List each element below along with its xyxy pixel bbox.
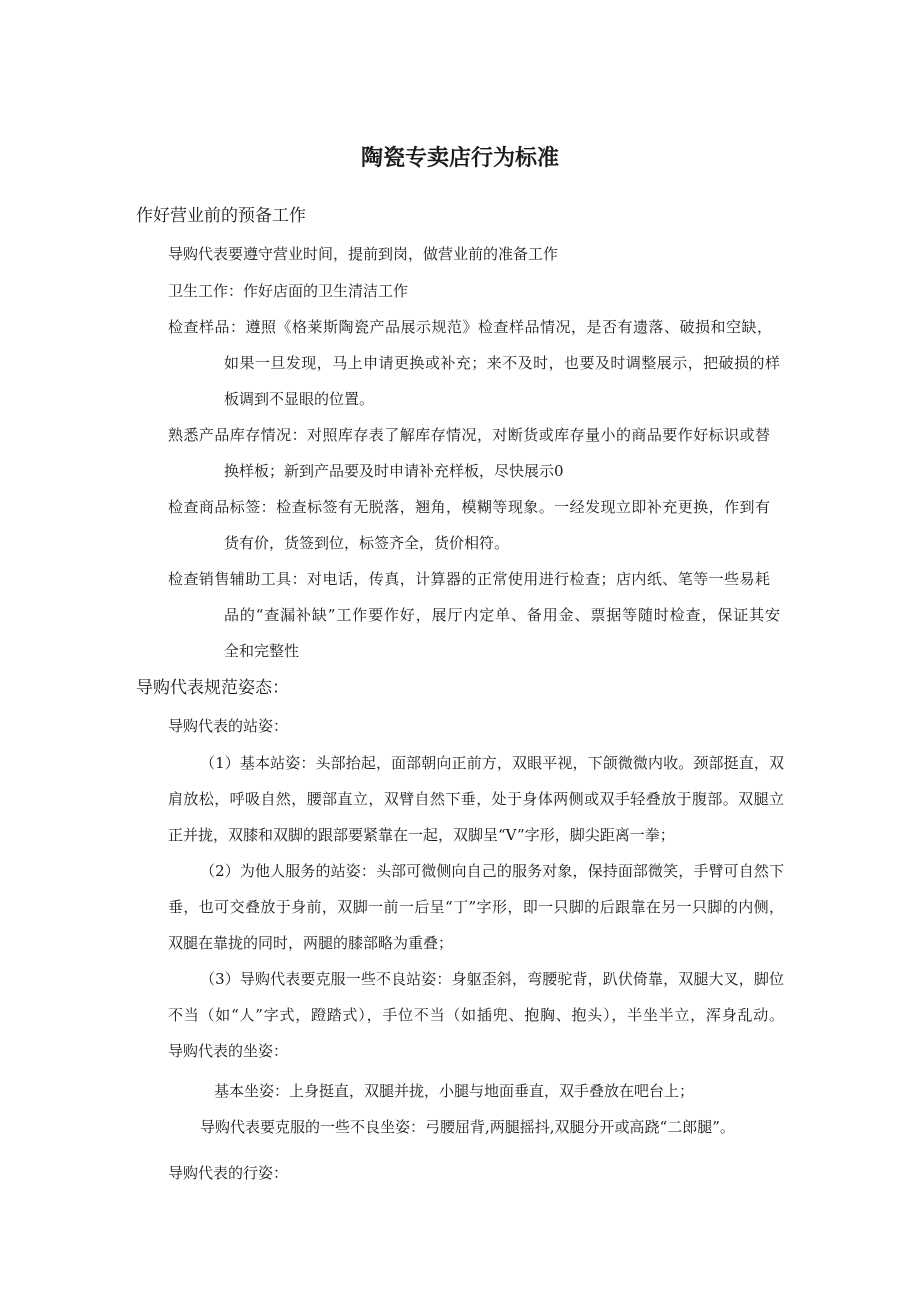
- paragraph-sales-tools-line3: 全和完整性: [224, 642, 300, 660]
- paragraph-labels-line1: 检查商品标签：检查标签有无脱落，翘角，模糊等现象。一经发现立即补充更换，作到有: [168, 498, 770, 516]
- page-title: 陶瓷专卖店行为标准: [360, 146, 559, 171]
- paragraph-check-samples-line2: 如果一旦发现，马上申请更换或补充；来不及时，也要及时调整展示，把破损的样: [224, 354, 780, 372]
- paragraph-labels-line2: 货有价，货签到位，标签齐全，货价相符。: [224, 534, 510, 552]
- paragraph-arrive-early: 导购代表要遵守营业时间，提前到岗，做营业前的准备工作: [168, 245, 559, 263]
- section-heading-posture: 导购代表规范姿态：: [136, 678, 289, 698]
- paragraph-check-samples-line3: 板调到不显眼的位置。: [224, 390, 375, 408]
- paragraph-basic-sit: 基本坐姿：上身挺直，双腿并拢，小腿与地面垂直，双手叠放在吧台上；: [214, 1082, 695, 1100]
- paragraph-bad-sit: 导购代表要克服的一些不良坐姿：弓腰屈背,两腿摇抖,双腿分开或高跷“二郎腿”。: [200, 1118, 735, 1136]
- paragraph-service-stand-line3: 双腿在靠拢的同时，两腿的膝部略为重叠；: [168, 934, 454, 952]
- paragraph-check-samples-line1: 检查样品：遵照《格莱斯陶瓷产品展示规范》检查样品情况，是否有遗落、破损和空缺，: [168, 318, 772, 336]
- paragraph-basic-stand-line3: 正并拢，双膝和双脚的跟部要紧靠在一起，双脚呈“V”字形，脚尖距离一拳；: [168, 826, 675, 844]
- section-heading-preparation: 作好营业前的预备工作: [136, 206, 306, 226]
- paragraph-service-stand-line2: 垂，也可交叠放于身前，双脚一前一后呈“丁”字形，即一只脚的后跟靠在另一只脚的内侧，: [168, 898, 784, 916]
- subheading-standing: 导购代表的站姿：: [168, 717, 289, 735]
- paragraph-sales-tools-line1: 检查销售辅助工具：对电话，传真，计算器的正常使用进行检查；店内纸、笔等一些易耗: [168, 570, 770, 588]
- paragraph-hygiene: 卫生工作：作好店面的卫生清洁工作: [168, 282, 409, 300]
- paragraph-basic-stand-line1: （1）基本站姿：头部抬起，面部朝向正前方，双眼平视，下颌微微内收。颈部挺直，双: [200, 754, 784, 772]
- paragraph-service-stand-line1: （2）为他人服务的站姿：头部可微侧向自己的服务对象，保持面部微笑，手臂可自然下: [200, 862, 784, 880]
- paragraph-sales-tools-line2: 品的“查漏补缺”工作要作好，展厅内定单、备用金、票据等随时检查，保证其安: [224, 606, 780, 624]
- subheading-sitting: 导购代表的坐姿：: [168, 1042, 289, 1060]
- subheading-walking: 导购代表的行姿：: [168, 1164, 289, 1182]
- paragraph-inventory-line2: 换样板；新到产品要及时申请补充样板，尽快展示0: [224, 462, 564, 480]
- paragraph-bad-stand-line1: （3）导购代表要克服一些不良站姿：身躯歪斜，弯腰驼背，趴伏倚靠，双腿大叉，脚位: [200, 970, 784, 988]
- paragraph-bad-stand-line2: 不当（如“人”字式，蹬踏式），手位不当（如插兜、抱胸、抱头），半坐半立，浑身乱动。: [168, 1006, 784, 1024]
- paragraph-basic-stand-line2: 肩放松，呼吸自然，腰部直立，双臂自然下垂，处于身体两侧或双手轻叠放于腹部。双腿立: [168, 790, 784, 808]
- paragraph-inventory-line1: 熟悉产品库存情况：对照库存表了解库存情况，对断货或库存量小的商品要作好标识或替: [168, 426, 770, 444]
